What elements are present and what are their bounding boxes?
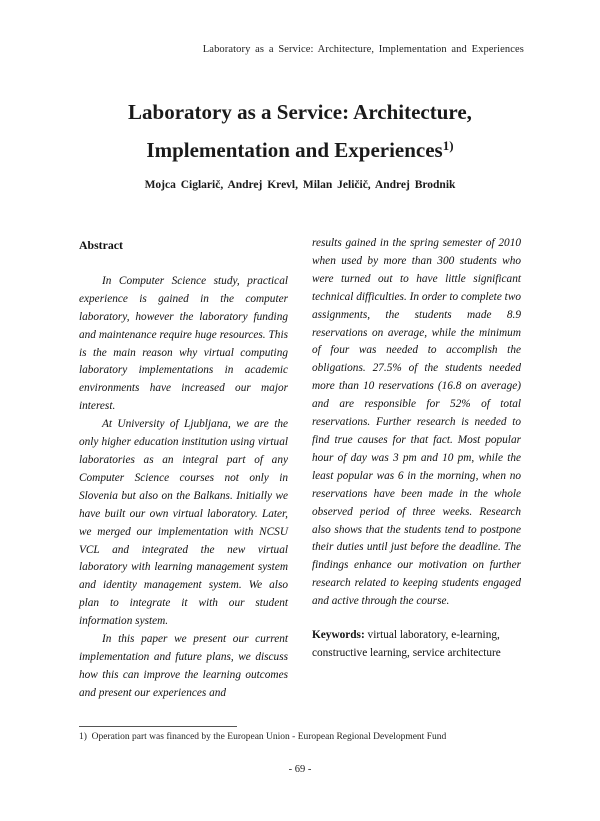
- abstract-heading: Abstract: [79, 238, 123, 252]
- abstract-paragraph-1: In Computer Science study, practical experience is gained in the computer laboratory, however the laboratory funding and maintenance require huge resources. This is the main reason why virtual computing laboratory implementations in academic environments have increased our major interest.: [79, 274, 288, 413]
- abstract-paragraph-3: In this paper we present our current implementation and future plans, we discuss how this can improve the learning outcomes and present our experiences and: [79, 633, 288, 699]
- footnote-divider: [79, 726, 237, 727]
- footnote-text: Operation part was financed by the European Union - European Regional Development Fund: [91, 732, 447, 742]
- abstract-continuation: results gained in the spring semester of 2010 when used by more than 300 students who were turned out to have little significant technical difficulties. In order to complete two assignments, the students made 8.9 reservations on average, while the minimum of four was needed to accomplish the obligations. 27.5% of the students needed more than 10 reservations (16.8 on average) and are responsible for 52% of total reservations. Further research is needed to find true causes for that fact. Most popular hour of day was 3 pm and 10 pm, while the least popular was 6 in the morning, when no reservations have been made in the whole observed period of three weeks. Research also shows that the students tend to postpone their duties until just before the deadline. The findings enhance our motivation on further research related to keeping students engaged and active through the course.: [312, 237, 521, 608]
- left-column: [79, 237, 288, 703]
- title-line-2-text: Implementation and Experiences: [146, 138, 443, 162]
- paper-title: [0, 95, 600, 167]
- keywords-text: virtual laboratory, e-learning, constructive learning, service architecture: [312, 629, 501, 659]
- keywords: [312, 627, 521, 663]
- footnote: [79, 732, 446, 742]
- title-footnote-marker: 1): [442, 138, 454, 153]
- author-list: Mojca Ciglarič, Andrej Krevl, Milan Jeličič, Andrej Brodnik: [144, 179, 456, 191]
- abstract-paragraph-2: At University of Ljubljana, we are the only higher education institution using virtual laboratories as an integral part of any Computer Science courses not only in Slovenia but also on the Balkans. Initially we have built our own virtual laboratory. Later, we merged our implementation with NCSU VCL and integrated the new virtual laboratory with learning management system and identity management system. We also plan to integrate it with our student information system.: [79, 418, 288, 628]
- running-head: Laboratory as a Service: Architecture, Implementation and Experiences: [202, 44, 524, 55]
- keywords-label: Keywords:: [312, 629, 365, 642]
- title-line-1: Laboratory as a Service: Architecture,: [128, 100, 472, 124]
- footnote-marker: 1): [79, 732, 87, 742]
- page-number: - 69 -: [288, 764, 312, 775]
- title-line-2: [0, 129, 600, 167]
- right-column: [312, 235, 521, 663]
